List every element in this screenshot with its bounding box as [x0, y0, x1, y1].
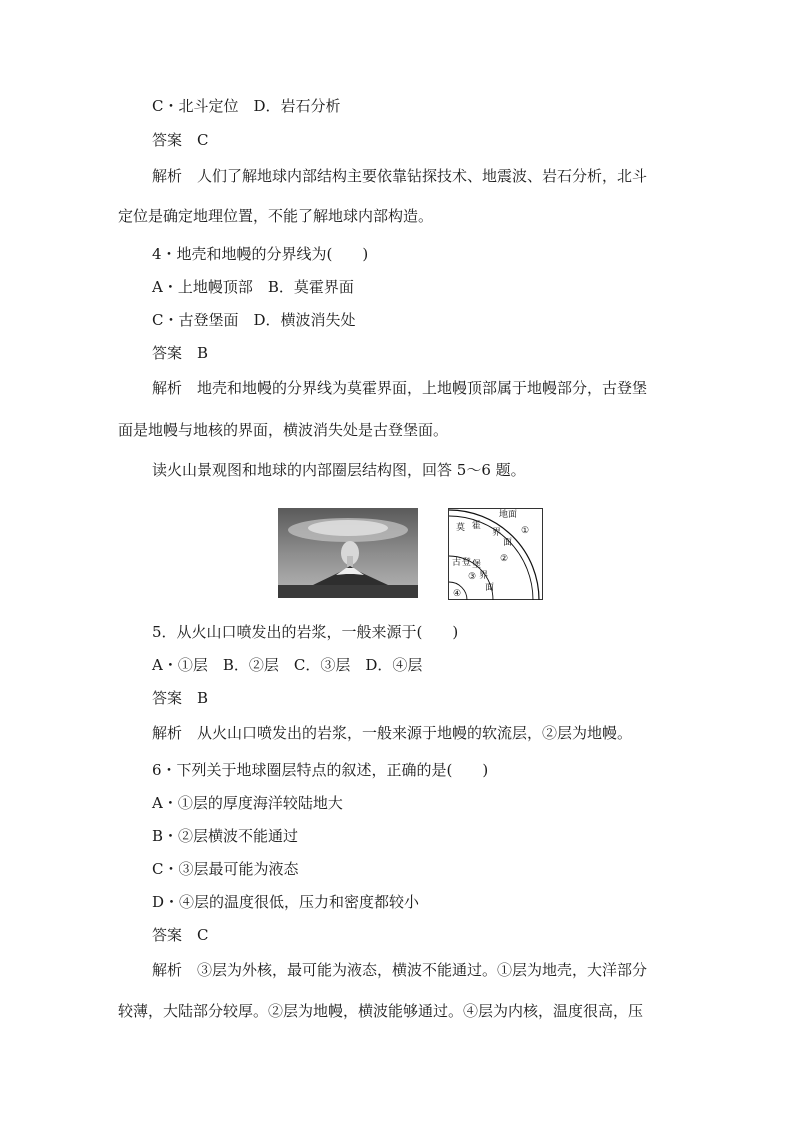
- analysis-line-6b: 较薄，大陆部分较厚。②层为地幔，横波能够通过。④层为内核，温度很高，压: [118, 1002, 644, 1020]
- layer-1-label: ①: [521, 526, 530, 536]
- analysis-line-4a: 解析 地壳和地幔的分界线为莫霍界面，上地幔顶部属于地幔部分，古登堡: [152, 379, 648, 397]
- label-moho-1: 莫: [456, 523, 466, 533]
- label-moho-4: 面: [503, 538, 513, 548]
- volcano-photo: [278, 508, 418, 598]
- answer-line-5: 答案 B: [152, 689, 209, 707]
- answer-line-3: 答案 C: [152, 131, 209, 149]
- analysis-line-6a: 解析 ③层为外核，最可能为液态，横波不能通过。①层为地壳，大洋部分: [152, 961, 648, 979]
- label-gutenberg-3: 堡: [472, 560, 482, 570]
- label-gutenberg-2: 登: [462, 558, 472, 568]
- question-4: 4・地壳和地幔的分界线为( ): [152, 245, 369, 263]
- label-surface: 地面: [499, 510, 518, 520]
- label-moho-2: 霍: [472, 521, 482, 531]
- label-gutenberg-1: 古: [452, 558, 462, 568]
- option-6-b: B・②层横波不能通过: [152, 827, 299, 845]
- layer-3-label: ③: [468, 572, 477, 582]
- instruction-5-6: 读火山景观图和地球的内部圈层结构图，回答 5～6 题。: [152, 461, 526, 479]
- option-6-d: D・④层的温度很低，压力和密度都较小: [152, 893, 420, 911]
- label-gutenberg-5: 面: [485, 583, 495, 593]
- question-5: 5．从火山口喷发出的岩浆，一般来源于( ): [152, 623, 459, 641]
- options-4-ab: A・上地幔顶部 B．莫霍界面: [152, 278, 354, 296]
- layer-4-label: ④: [453, 589, 462, 599]
- label-gutenberg-4: 界: [479, 571, 489, 581]
- layer-2-label: ②: [500, 554, 509, 564]
- question-6: 6・下列关于地球圈层特点的叙述，正确的是( ): [152, 761, 489, 779]
- analysis-line-4b: 面是地幔与地核的界面，横波消失处是古登堡面。: [118, 421, 449, 439]
- analysis-line-5: 解析 从火山口喷发出的岩浆，一般来源于地幔的软流层，②层为地幔。: [152, 724, 633, 742]
- analysis-line-3a: 解析 人们了解地球内部结构主要依靠钻探技术、地震波、岩石分析，北斗: [152, 167, 648, 185]
- earth-structure-diagram: [448, 508, 543, 600]
- line-0: C・北斗定位 D．岩石分析: [152, 97, 341, 115]
- label-moho-3: 界: [492, 528, 502, 538]
- answer-line-4: 答案 B: [152, 344, 209, 362]
- option-6-c: C・③层最可能为液态: [152, 860, 299, 878]
- options-4-cd: C・古登堡面 D．横波消失处: [152, 311, 356, 329]
- option-6-a: A・①层的厚度海洋较陆地大: [152, 794, 343, 812]
- analysis-line-3b: 定位是确定地理位置，不能了解地球内部构造。: [118, 207, 434, 225]
- answer-line-6: 答案 C: [152, 926, 209, 944]
- options-5: A・①层 B．②层 C．③层 D．④层: [152, 656, 423, 674]
